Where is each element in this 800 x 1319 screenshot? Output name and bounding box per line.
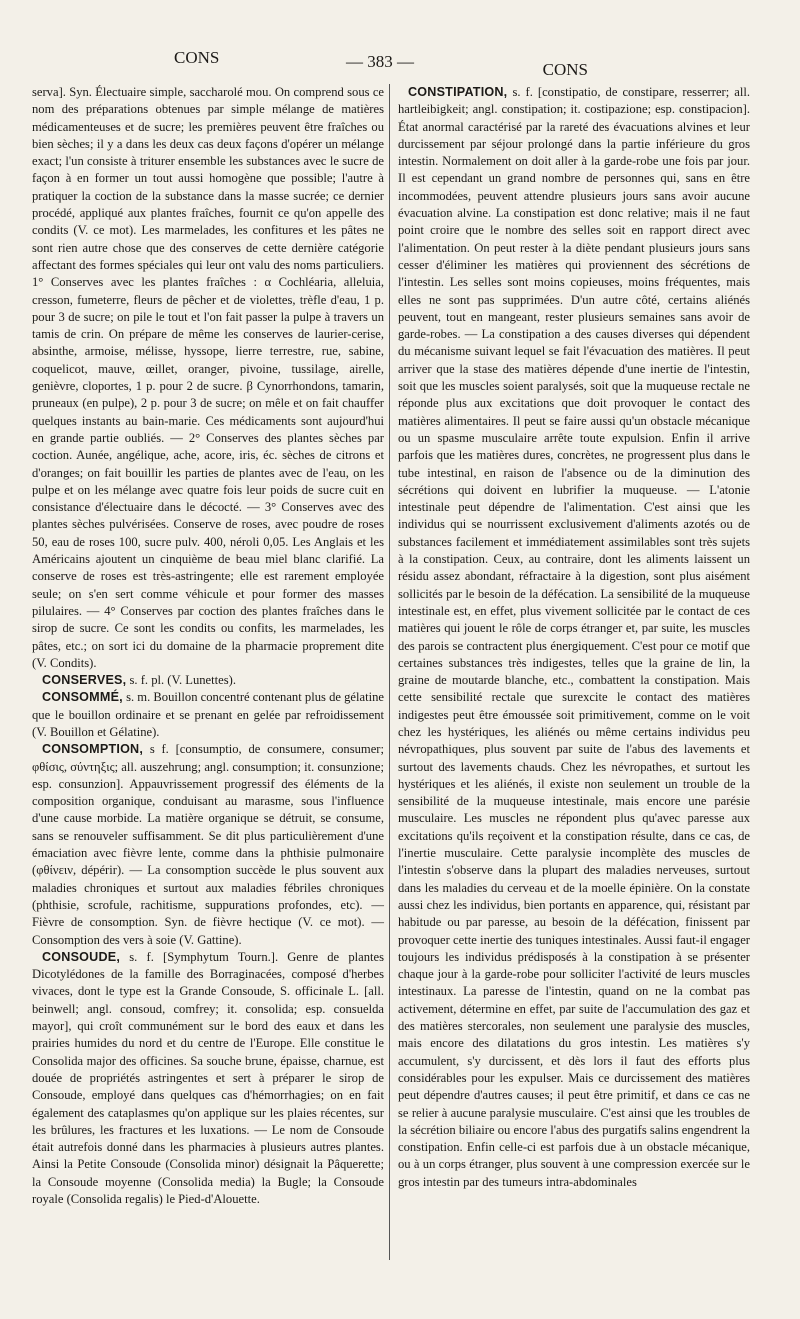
entry-text: serva]. Syn. Électuaire simple, saccharolé mou. On comprend sous ce nom des préparations obtenues par simple mélange de matières médicamenteuses et de sucre; les premières peuvent être fraîches ou bien sèches; il y a dans les deux cas deux façons d'opérer un mélange exact; l'un consiste à triturer ensemble les substances avec le sucre de façon à en former un tout aussi homogène que possible; l'autre à pratiquer la coction de la substance dans la masse sucrée; ce dernier procédé, appliqué aux plantes fraîches, fournit ce qu'on appelle des condits (V. ce mot). Les marmelades, les confitures et les pâtes ne sont rien autre chose que des conserves de cette dernière catégorie affectant des formes spéciales qui leur ont valu des noms particuliers. 1° Conserves avec les plantes fraîches : α Cochléaria, alleluia, cresson, fumeterre, fleurs de pêcher et de violettes, trèfle d'eau, 1 p. pour 3 de sucre; on pile le tout et l'on fait passer la pulpe à travers un tamis de crin. On prépare de même les conserves de laurier-cerise, absinthe, armoise, mélisse, hyssope, lierre terrestre, rue, sabine, coquelicot, mauve, œillet, oranger, pivoine, tussilage, airelle, genièvre, cloportes, 1 p. pour 2 de sucre. β Cynorrhondons, tamarin, pruneaux (en pulpe), 2 p. pour 3 de sucre; on mêle et on fait chauffer quelques instants au bain-marie. Ces médicaments sont aujourd'hui en grande partie oubliés. — 2° Conserves des plantes sèches par coction. Aunée, angélique, ache, acore, iris, éc. sèches de citrons et d'oranges; on fait bouillir les parties de plantes avec de l'eau, on les pulpe et on les mélange avec quatre fois leur poids de sucre cuit en consistance d'électuaire dans le décocté. — 3° Conserves avec des plantes sèches pulvérisées. Conserve de roses, avec poudre de roses 50, eau de roses 100, sucre pulv. 400, néroli 0,05. Les Anglais et les Américains ajoutent un cinquième de beau miel blanc clarifié. La conserve de roses est très-astringente; elle est rarement employée seule; on s'en sert comme véhicule et pour former des masses pilulaires. — 4° Conserves par coction des plantes fraîches dans le sirop de sucre. Ce sont les condits ou confits, les marmelades, les pâtes, etc.; on sort ici du domaine de la pharmacie proprement dite (V. Condits). [32, 85, 384, 670]
entry-consomption [32, 741, 384, 949]
entry-constipation [398, 84, 750, 1191]
entry-conserve-continued [32, 84, 384, 672]
entry-headword: CONSERVES, [42, 673, 127, 688]
entry-text: s. f. pl. (V. Lunettes). [129, 673, 236, 688]
page-number: — 383 — [346, 52, 414, 71]
entry-headword: CONSOUDE, [42, 949, 121, 964]
running-header [34, 48, 766, 78]
entry-text: s f. [consumptio, de consumere, consumer; φθίσις, σύντηξις; all. auszehrung; angl. consumption; it. consunzione; esp. consunzion]. Appauvrissement progressif des éléments de la composition organique, conduisant au marasme, sous l'influence d'une cause morbide. La matière organique se détruit, se consume, sans se renouveler suffisamment. Se dit plus particulièrement d'une émaciation avec fièvre lente, comme dans la phthisie pulmonaire (φθίνειν, dépérir). — La consomption succède le plus souvent aux maladies chroniques et surtout aux maladies fébriles chroniques (phthisie, scrofule, rachitisme, suppurations profondes, etc). — Fièvre de consomption. Syn. de fièvre hectique (V. ce mot). — Consomption des vers à soie (V. Gattine). [32, 742, 384, 947]
entry-consoude [32, 949, 384, 1208]
entry-text: s. m. Bouillon concentré contenant plus de gélatine que le bouillon ordinaire et se prenant en gelée par refroidissement (V. Bouillon et Gélatine). [32, 690, 384, 739]
right-column [398, 84, 750, 1191]
entry-consomme [32, 689, 384, 741]
entry-headword: CONSTIPATION, [408, 85, 508, 99]
entry-headword: CONSOMPTION, [42, 742, 144, 757]
entry-text: s. f. [constipatio, de constipare, resserrer; all. hartleibigkeit; angl. constipation; it. costipazione; esp. constipacion]. État anormal caractérisé par la rareté des évacuations alvines et leur durcissement par séjour prolongé dans la partie inférieure du gros intestin. Normalement on doit aller à la garde-robe une fois par jour. Il est cependant un grand nombre de personnes qui, sans en être incommodées, peuvent attendre plusieurs jours sans avoir aucune évacuation alvine. La constipation est donc relative; mais il ne faut point croire que le nombre des selles soit en rapport direct avec l'alimentation. On peut rester à la diète pendant plusieurs jours sans cesser d'éliminer les matières qui proviennent des sécrétions de l'intestin. Les selles sont moins copieuses, moins fréquentes, mais elles ne sont pas supprimées. D'un autre côté, certains aliénés peuvent, tout en mangeant, rester plusieurs semaines sans avoir de garde-robes. — La constipation a des causes diverses qui dépendent du mécanisme suivant lequel se fait l'évacuation des matières. Il peut arriver que la stase des matières dépende d'une inertie de l'intestin, soit que les muscles soient paralysés, soit que la muqueuse rectale ne réponde plus aux excitations que doit provoquer le contact des matières alimentaires. Il peut se faire aussi qu'un obstacle mécanique ou un spasme musculaire arrête toute expulsion. Enfin il arrive parfois que les matières dures, concrètes, ne progressent plus dans le tube intestinal, en raison de l'absence ou de la diminution des sécrétions qui doivent en lubrifier la muqueuse. — L'atonie intestinale peut dépendre de l'alimentation. C'est ainsi que les individus qui se nourrissent exclusivement d'aliments azotés ou de substances facilement et immédiatement assimilables sont très sujets à la constipation. Ceux, au contraire, dont les aliments laissent un résidu assez abondant, réfractaire à la digestion, sont plus aisément sollicités par le besoin de la défécation. La sensibilité de la muqueuse intestinale est, en effet, plus vivement sollicitée par le contact de ces matières qui jouent le rôle de corps étranger et, par suite, les muscles des parois se contractent plus énergiquement. C'est pour ce motif que certaines substances très indigestes, telles que la graine de lin, la graine de moutarde blanche, etc., combattent la constipation. Mais cette sensibilité rectale que surexcite le contact des matières indigestes peut être émoussée soit primitivement, comme on le voit chez les hystériques, les aliénés ou même certains individus peu névropathiques, plus souvent par suite de l'abus des lavements et surtout des lavements chauds. Chez les névropathes, et surtout les hystériques et les aliénés, il existe non seulement un trouble de la sensibilité de la muqueuse intestinale, mais encore une parésie musculaire. Les muscles ne répondent plus qu'avec paresse aux excitations qu'ils reçoivent et la constipation résulte, dans ce cas, de l'inertie musculaire. Cette paralysie incomplète des muscles de l'intestin s'observe dans la plupart des maladies nerveuses, surtout dans les maladies du cerveau et de la moelle épinière. On la constate aussi chez les individus, bien portants en apparence, qui, résistant par habitude ou par paresse, au besoin de la défécation, finissent par provoquer cette inertie des tuniques intestinales. Aussi faut-il engager toujours les individus prédisposés à la constipation à se présenter chaque jour à la garde-robe pour solliciter l'activité de leurs muscles intestinaux. La paresse de l'intestin, quand on ne la combat pas activement, détermine en effet, par suite de l'accumulation des gaz et des matières stercorales, non seulement une paralysie des muscles, mais encore des dilatations du gros intestin. Les matières s'y accumulent, s'y durcissent, et dès lors il faut des efforts plus considérables pour les expulser. Mais ce durcissement des matières peut dépendre d'autres causes; il peut être primitif, et dans ce cas ne se relier à aucune paralysie musculaire. C'est ainsi que les troubles de la sécrétion biliaire ou encore l'abus des purgatifs salins engendrent la constipation. Enfin celle-ci est parfois due à un obstacle mécanique, ou à un corps étranger, plus souvent à une compression exercée sur le gros intestin par des tumeurs intra-abdominales [398, 85, 750, 1189]
entry-headword: CONSOMMÉ, [42, 690, 123, 705]
entry-text: s. f. [Symphytum Tourn.]. Genre de plantes Dicotylédones de la famille des Borraginacées, composé d'herbes vivaces, dont le type est la Grande Consoude, S. officinale L. [all. beinwell; angl. consoud, comfrey; it. consolida; esp. consuelda mayor], qui croît communément sur le bord des eaux et dans les prairies humides du nord et du centre de l'Europe. Elle constitue le Consolida major des officines. Sa souche brune, épaisse, charnue, est douée de propriétés astringentes et sert à préparer le sirop de Consoude, employé dans quelques cas d'hémorrhagies; on en fait également des cataplasmes qu'on applique sur les plaies récentes, sur les brûlures, les fractures et les luxations. — Le nom de Consoude était autrefois donné dans les pharmacies à plusieurs autres plantes. Ainsi la Petite Consoude (Consolida minor) désignait la Pâquerette; la Consoude moyenne (Consolida media) la Bugle; la Consoude royale (Consolida regalis) le Pied-d'Alouette. [32, 949, 384, 1206]
column-divider [389, 84, 390, 1260]
entry-conserves [32, 672, 384, 689]
header-left-guideword: CONS [174, 48, 220, 67]
header-right-guideword: CONS [542, 60, 588, 79]
left-column [32, 84, 384, 1208]
